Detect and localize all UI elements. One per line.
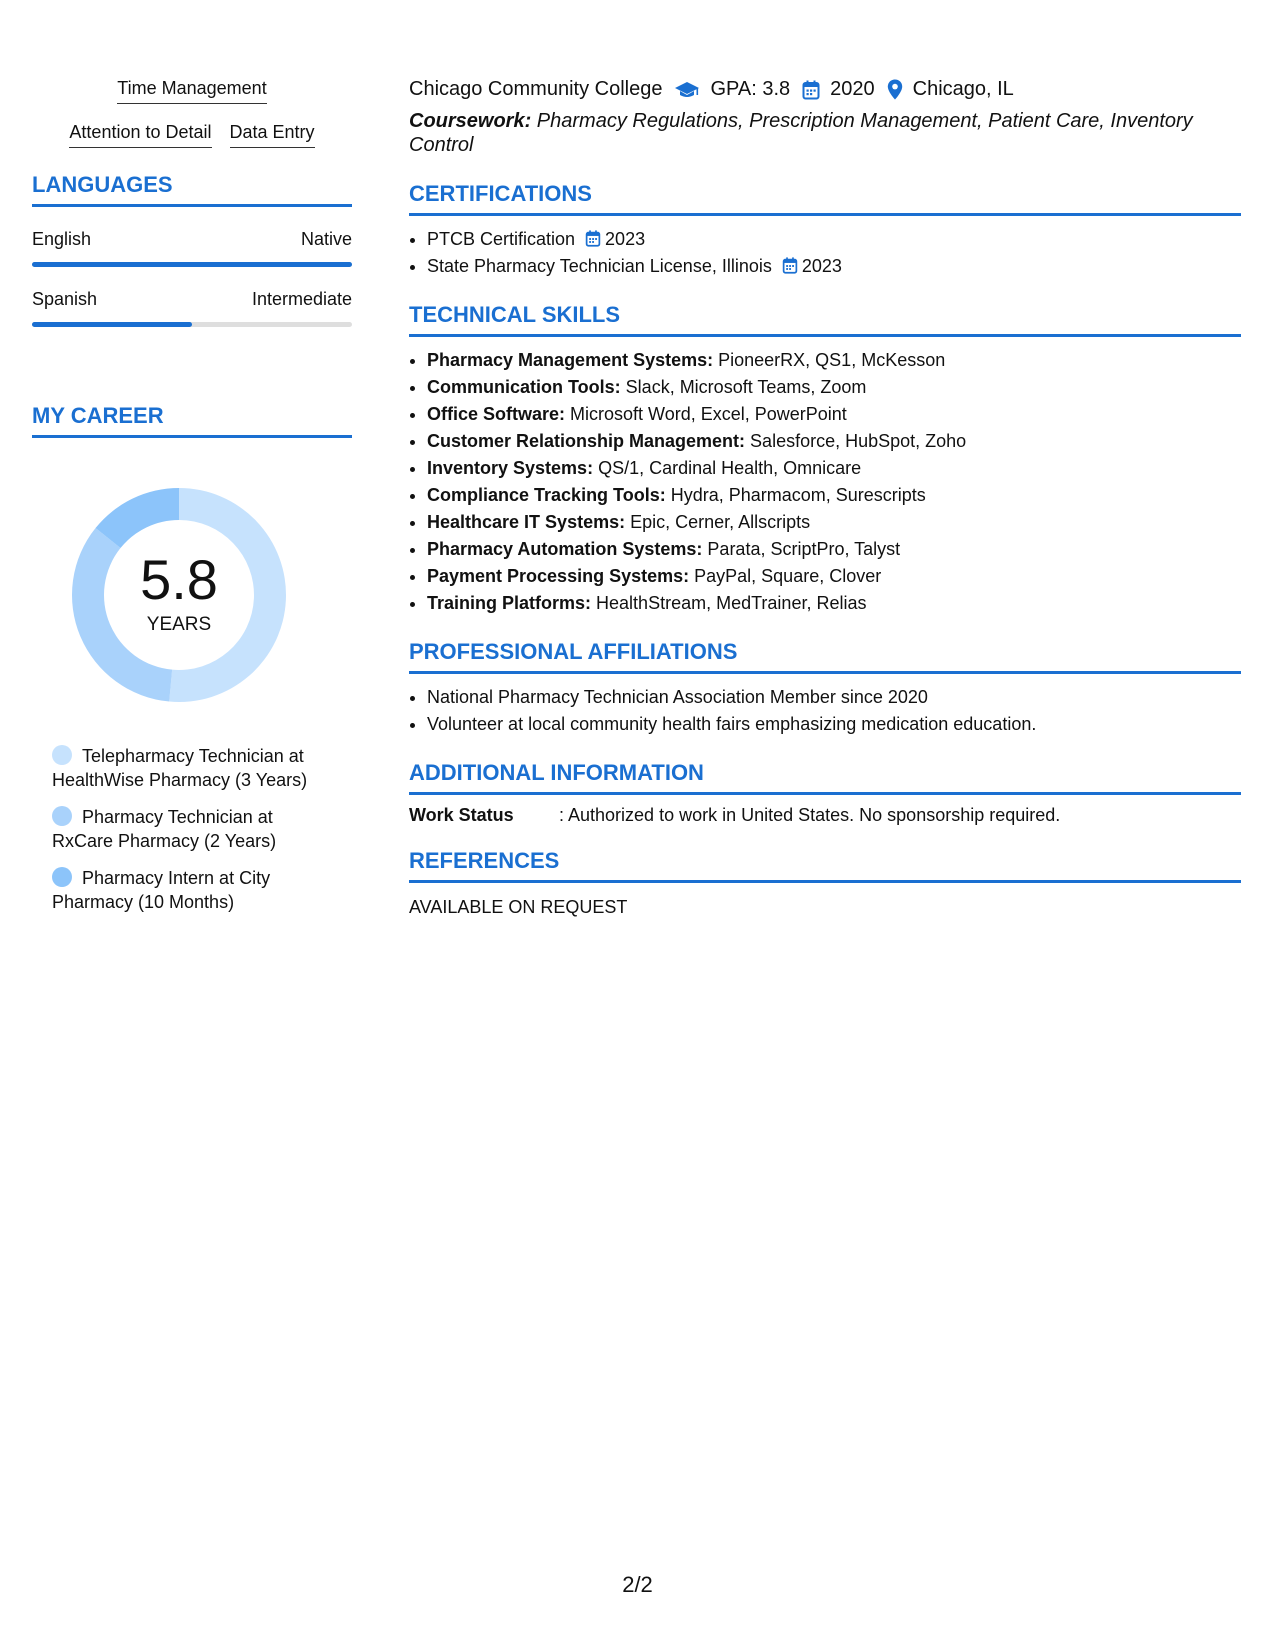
- additional-info-title: ADDITIONAL INFORMATION: [409, 760, 1241, 795]
- coursework-text: Pharmacy Regulations, Prescription Management, Patient Care, Inventory Control: [409, 110, 1193, 156]
- work-status-value: : Authorized to work in United States. No sponsorship required.: [559, 805, 1061, 825]
- skills-row-2: [32, 122, 352, 148]
- left-column: [32, 78, 352, 927]
- language-name: English: [32, 229, 92, 249]
- language-proficiency-bar: [32, 262, 352, 267]
- cert-name: State Pharmacy Technician License, Illinois: [427, 256, 772, 276]
- language-proficiency-fill: [32, 322, 192, 327]
- additional-info-section: [409, 760, 1241, 826]
- skills-row-1: [32, 78, 352, 104]
- work-status-label: Work Status: [409, 805, 514, 825]
- affiliations-list: [409, 684, 1241, 738]
- list-item: [427, 374, 1241, 401]
- skill-tag: Time Management: [117, 78, 266, 104]
- affiliations-section: [409, 639, 1241, 738]
- calendar-icon: [802, 80, 820, 100]
- skill-label: Payment Processing Systems:: [427, 566, 690, 586]
- calendar-icon: [585, 230, 601, 247]
- skill-value: Hydra, Pharmacom, Surescripts: [665, 485, 926, 505]
- page-number: 2/2: [622, 1572, 653, 1597]
- skill-value: Slack, Microsoft Teams, Zoom: [620, 377, 867, 397]
- certifications-list: [409, 226, 1241, 280]
- skill-value: QS/1, Cardinal Health, Omnicare: [593, 458, 862, 478]
- skill-tag: Data Entry: [230, 122, 315, 148]
- list-item: • Volunteer at local community health fairs emphasizing medication education.: [427, 711, 1241, 738]
- skill-value: PioneerRX, QS1, McKesson: [713, 350, 946, 370]
- references-section: [409, 848, 1241, 918]
- languages-section: [32, 172, 352, 327]
- language-item: [32, 289, 352, 327]
- skill-value: Microsoft Word, Excel, PowerPoint: [565, 404, 847, 424]
- coursework-label: Coursework:: [409, 110, 532, 132]
- skill-value: Parata, ScriptPro, Talyst: [702, 539, 901, 559]
- technical-skills-title: TECHNICAL SKILLS: [409, 302, 1241, 337]
- language-proficiency-bar: [32, 322, 352, 327]
- list-item: [427, 253, 1241, 280]
- technical-skills-section: [409, 302, 1241, 617]
- skill-label: Healthcare IT Systems:: [427, 512, 626, 532]
- career-legend: [32, 744, 352, 914]
- skill-value: Epic, Cerner, Allscripts: [625, 512, 811, 532]
- list-item: [427, 509, 1241, 536]
- affiliations-title: PROFESSIONAL AFFILIATIONS: [409, 639, 1241, 674]
- donut-center: [66, 548, 292, 636]
- legend-item: [52, 805, 322, 853]
- education-line: [409, 78, 1241, 101]
- references-text: AVAILABLE ON REQUEST: [409, 897, 628, 917]
- language-level: Intermediate: [251, 289, 352, 309]
- cert-year: 2023: [801, 256, 842, 276]
- skill-label: Compliance Tracking Tools:: [427, 485, 666, 505]
- career-title: MY CAREER: [32, 403, 352, 438]
- work-status-row: [409, 805, 1241, 826]
- list-item: [427, 590, 1241, 617]
- list-item: [427, 347, 1241, 374]
- list-item: [427, 536, 1241, 563]
- coursework: [409, 109, 1241, 157]
- list-item: [427, 226, 1241, 253]
- skill-value: HealthStream, MedTrainer, Relias: [591, 593, 867, 613]
- skill-label: Inventory Systems:: [427, 458, 594, 478]
- school-name: Chicago Community College: [409, 78, 663, 100]
- graduation-cap-icon: [674, 81, 700, 99]
- cert-year: 2023: [605, 229, 646, 249]
- language-item: [32, 229, 352, 267]
- legend-label: Pharmacy Intern at City Pharmacy (10 Months): [52, 868, 271, 912]
- legend-item: [52, 866, 322, 914]
- language-name: Spanish: [32, 289, 98, 309]
- skill-label: Pharmacy Automation Systems:: [427, 539, 703, 559]
- references-title: REFERENCES: [409, 848, 1241, 883]
- school-location: Chicago, IL: [912, 78, 1014, 100]
- career-total-unit: YEARS: [146, 614, 212, 635]
- skill-label: Training Platforms:: [427, 593, 592, 613]
- certifications-section: [409, 181, 1241, 280]
- right-column: [409, 78, 1241, 918]
- calendar-icon: [782, 257, 798, 274]
- skill-label: Pharmacy Management Systems:: [427, 350, 714, 370]
- legend-item: [52, 744, 322, 792]
- map-pin-icon: [887, 79, 903, 100]
- languages-title: LANGUAGES: [32, 172, 352, 207]
- skill-label: Customer Relationship Management:: [427, 431, 746, 451]
- skill-label: Office Software:: [427, 404, 566, 424]
- cert-name: PTCB Certification: [427, 229, 576, 249]
- career-section: [32, 403, 352, 914]
- skill-value: Salesforce, HubSpot, Zoho: [745, 431, 967, 451]
- gpa: GPA: 3.8: [710, 78, 791, 100]
- language-level: Native: [300, 229, 352, 249]
- graduation-year: 2020: [830, 78, 875, 100]
- list-item: [427, 428, 1241, 455]
- list-item: [427, 482, 1241, 509]
- skill-label: Communication Tools:: [427, 377, 621, 397]
- skill-value: PayPal, Square, Clover: [689, 566, 882, 586]
- certifications-title: CERTIFICATIONS: [409, 181, 1241, 216]
- legend-dot: [52, 806, 72, 826]
- language-proficiency-fill: [32, 262, 352, 267]
- career-donut-chart: [66, 482, 292, 708]
- legend-dot: [52, 745, 72, 765]
- career-total-value: 5.8: [140, 548, 218, 611]
- legend-label: Pharmacy Technician at RxCare Pharmacy (2 Years): [52, 807, 277, 851]
- legend-dot: [52, 867, 72, 887]
- list-item: [427, 563, 1241, 590]
- list-item: • National Pharmacy Technician Association Member since 2020: [427, 684, 1241, 711]
- technical-skills-list: [409, 347, 1241, 617]
- list-item: [427, 401, 1241, 428]
- list-item: [427, 455, 1241, 482]
- legend-label: Telepharmacy Technician at HealthWise Pharmacy (3 Years): [52, 746, 308, 790]
- skill-tag: Attention to Detail: [69, 122, 211, 148]
